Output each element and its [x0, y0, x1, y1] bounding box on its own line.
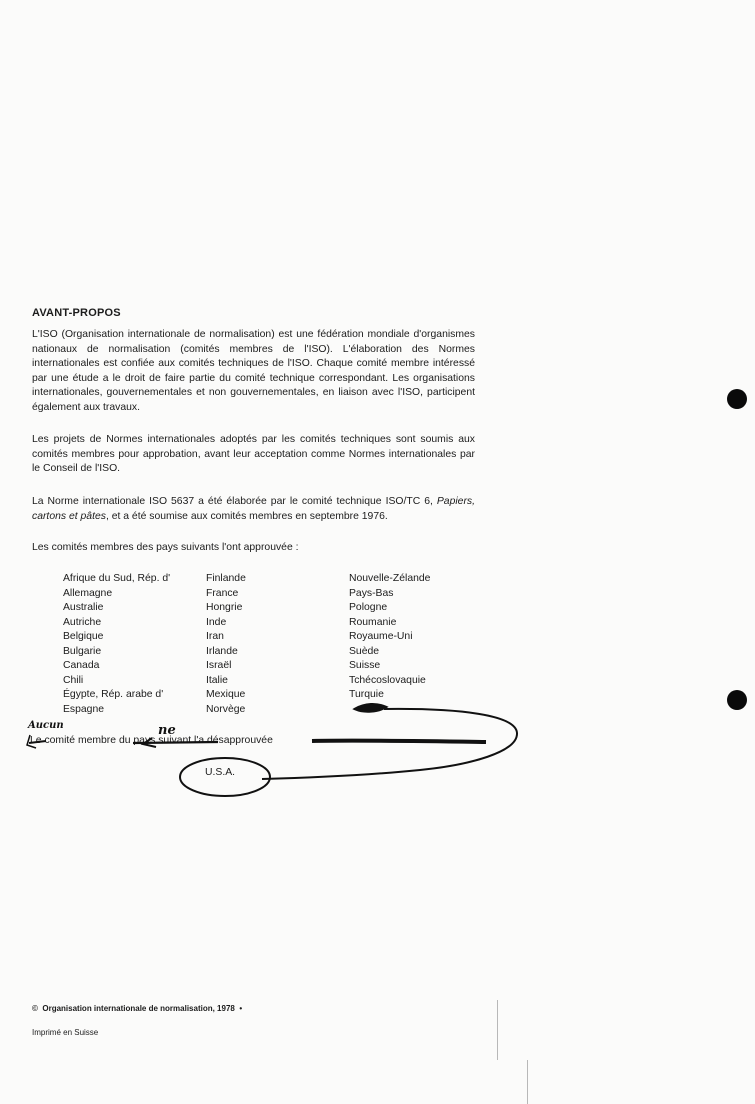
- country-item: Italie: [206, 674, 228, 686]
- country-item: Afrique du Sud, Rép. d': [63, 573, 171, 584]
- iso-para-text-2: , et a été soumise aux comités membres en septembre 1976.: [105, 510, 388, 522]
- country-item: Égypte, Rép. arabe d': [63, 689, 164, 700]
- country-item: Roumanie: [349, 616, 397, 628]
- disapproved-text-2: l'a désapprouvée: [191, 735, 273, 746]
- handwritten-ne: ne: [158, 723, 176, 738]
- country-item: Iran: [206, 631, 224, 642]
- country-item: Irlande: [206, 645, 238, 657]
- margin-line: [497, 1000, 498, 1060]
- country-item: Nouvelle-Zélande: [349, 573, 431, 584]
- country-item: Pologne: [349, 602, 388, 613]
- country-item: Allemagne: [63, 587, 113, 599]
- country-item: Autriche: [63, 616, 102, 628]
- country-item: Chili: [63, 674, 84, 686]
- iso-para-text-1: La Norme internationale ISO 5637 a été élaborée par le comité technique ISO/TC 6,: [32, 496, 437, 507]
- hole-punch: [727, 690, 747, 710]
- country-item: Suède: [349, 645, 380, 657]
- copyright-symbol: ©: [32, 1004, 38, 1013]
- paragraph-iso-intro: L'ISO (Organisation internationale de normalisation) est une fédération mondiale d'organismes nationaux de normalisation (comités membres de l'ISO). L'élaboration des Normes internationales est confiée aux comités techniques de l'ISO. Chaque comité membre intéressé par une étude a le droit de faire partie du comité technique correspondant. Les organisations internationales, gouvernementales et non gouvernementales, en liaison avec l'ISO, participent également aux travaux.: [32, 329, 475, 413]
- country-item: Australie: [63, 602, 104, 613]
- printed-in: Imprimé en Suisse: [32, 1028, 99, 1037]
- country-item: Israël: [206, 660, 232, 671]
- country-item: Canada: [63, 660, 100, 671]
- country-item: Mexique: [206, 689, 246, 700]
- country-item: Bulgarie: [63, 645, 102, 657]
- country-item: Turquie: [349, 689, 384, 700]
- country-item: Pays-Bas: [349, 587, 394, 599]
- country-item: Inde: [206, 616, 227, 628]
- struck-phrase: du pays suivant: [118, 735, 192, 746]
- approved-intro: Les comités membres des pays suivants l'ont approuvée :: [32, 542, 299, 553]
- copyright-text: Organisation internationale de normalisation, 1978: [42, 1004, 235, 1013]
- countries-column-1: [63, 572, 170, 717]
- handwritten-aucun: Aucun: [28, 720, 64, 731]
- copyright-line: [32, 1004, 242, 1013]
- disapproved-text-1: comité membre: [41, 735, 119, 746]
- usa-label: U.S.A.: [205, 767, 236, 778]
- paragraph-iso-5637: [32, 495, 475, 524]
- country-item: Suisse: [349, 660, 381, 671]
- country-item: Tchécoslovaquie: [349, 674, 426, 686]
- section-heading: AVANT-PROPOS: [32, 307, 121, 319]
- country-item: Finlande: [206, 573, 246, 584]
- countries-column-3: [349, 572, 430, 703]
- disapproved-line: [30, 735, 273, 746]
- struck-prefix: Le: [30, 735, 42, 746]
- country-item: Norvège: [206, 703, 246, 715]
- country-item: Royaume-Uni: [349, 631, 413, 642]
- country-item: Hongrie: [206, 602, 243, 613]
- country-item: France: [206, 587, 239, 599]
- hole-punch: [727, 389, 747, 409]
- margin-line: [527, 1060, 528, 1104]
- paragraph-draft-standards: Les projets de Normes internationales adoptés par les comités techniques sont soumis aux comités membres pour approbation, avant leur acceptation comme Normes internationales par le Conseil de l'ISO.: [32, 434, 475, 474]
- countries-column-2: [206, 572, 246, 717]
- copyright-bullet: •: [239, 1004, 243, 1013]
- country-item: Belgique: [63, 631, 104, 642]
- iso-para-italic: Papiers, cartons et pâtes: [32, 496, 475, 522]
- country-item: Espagne: [63, 703, 105, 715]
